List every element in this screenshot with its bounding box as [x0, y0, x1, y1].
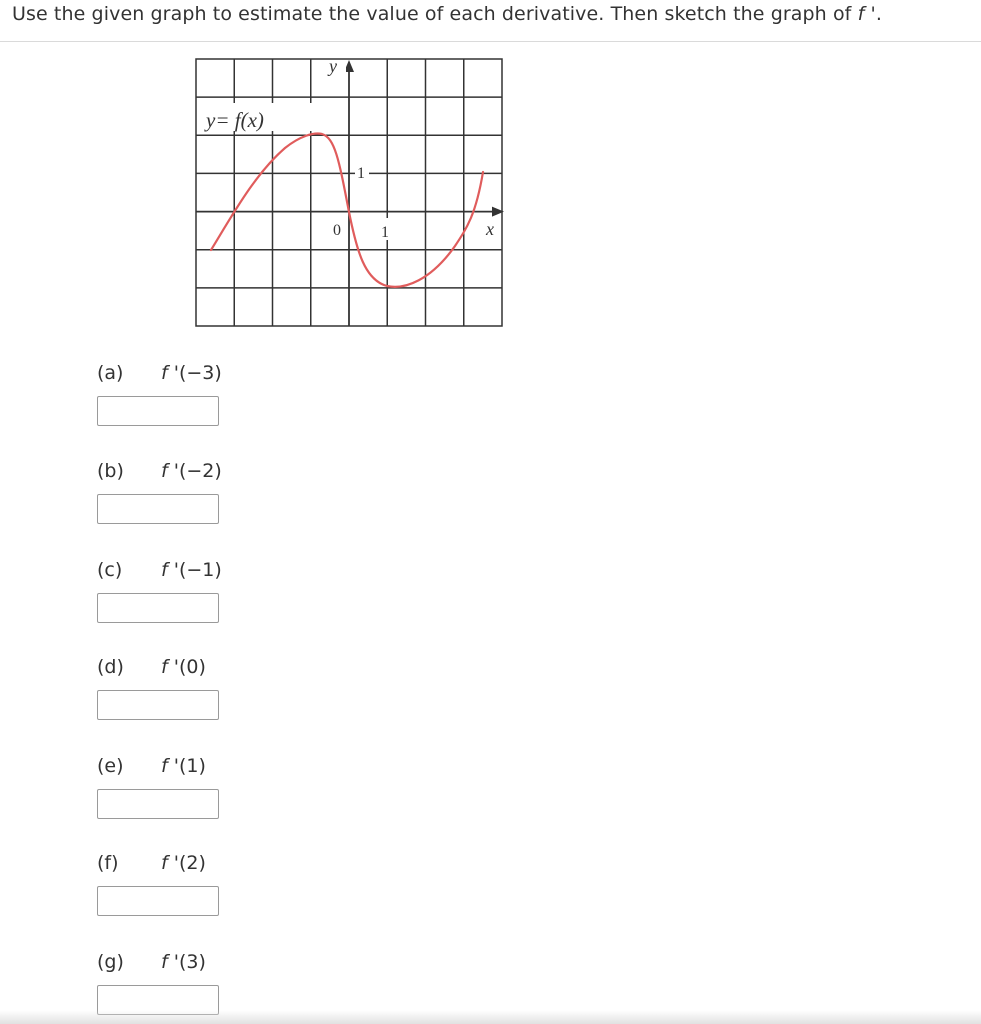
part-expression: f '(2) — [161, 852, 206, 874]
curve-label: y= f(x) — [206, 108, 264, 132]
y-tick-label: 1 — [357, 165, 365, 182]
answer-input-d[interactable] — [97, 690, 219, 720]
y-axis-label: y — [329, 56, 337, 76]
answer-input-b[interactable] — [97, 494, 219, 524]
origin-label: 0 — [333, 222, 341, 239]
part-label: (d) — [97, 656, 124, 678]
part-label: (e) — [97, 755, 124, 777]
part-expression: f '(−2) — [161, 460, 222, 482]
part-expression: f '(−3) — [161, 362, 222, 384]
answer-input-f[interactable] — [97, 886, 219, 916]
question-prompt — [12, 3, 882, 25]
part-label: (c) — [97, 559, 123, 581]
part-label: (b) — [97, 460, 124, 482]
bottom-scroll-shadow — [0, 1010, 981, 1024]
part-expression: f '(3) — [161, 951, 206, 973]
part-label: (g) — [97, 951, 124, 973]
prompt-end: . — [875, 3, 883, 25]
f-curve — [211, 134, 483, 287]
part-label: (a) — [97, 362, 124, 384]
part-expression: f '(1) — [161, 755, 206, 777]
answer-input-c[interactable] — [97, 593, 219, 623]
x-tick-label: 1 — [381, 224, 389, 241]
part-expression: f '(0) — [161, 656, 206, 678]
x-axis-label: x — [486, 219, 494, 239]
answer-input-e[interactable] — [97, 789, 219, 819]
answer-input-a[interactable] — [97, 396, 219, 426]
function-graph — [193, 56, 505, 330]
prompt-text: Use the given graph to estimate the value of each derivative. Then sketch the graph of — [12, 3, 858, 25]
header-divider — [0, 41, 981, 42]
prompt-function: f ' — [857, 3, 876, 25]
part-label: (f) — [97, 852, 119, 874]
part-expression: f '(−1) — [161, 559, 222, 581]
